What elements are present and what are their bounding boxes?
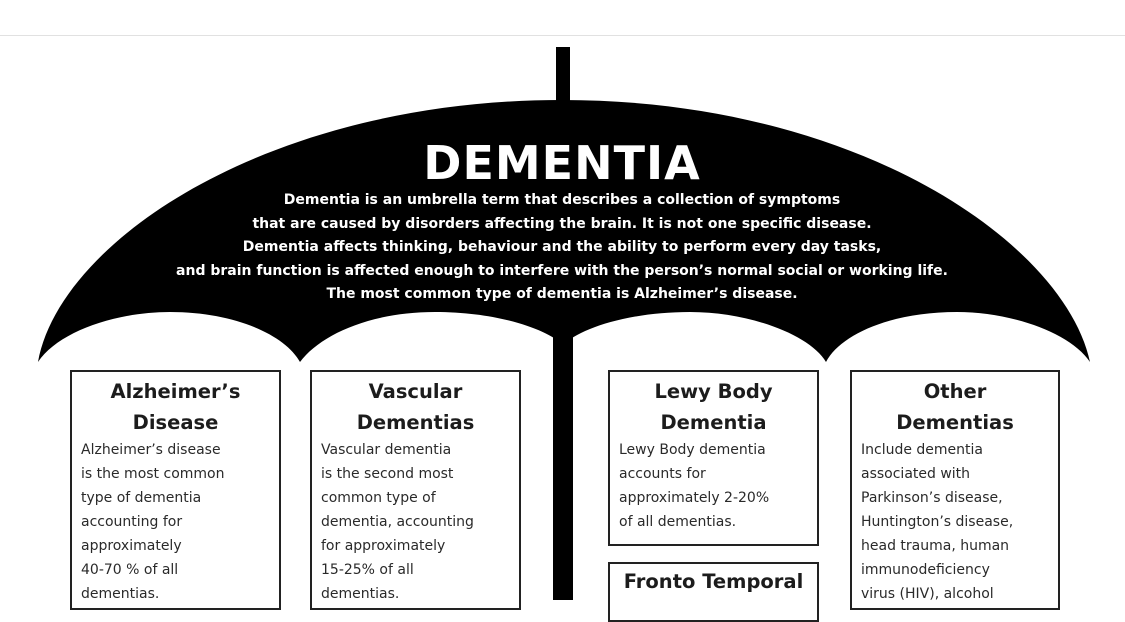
box-body-line: of all dementias.	[619, 514, 737, 530]
umbrella-tip	[556, 47, 570, 103]
description-line: The most common type of dementia is Alzheimer’s disease.	[326, 286, 798, 302]
description-line: Dementia affects thinking, behaviour and the ability to perform every day tasks,	[242, 239, 882, 255]
other-dementias-box	[850, 370, 1060, 610]
box-body	[81, 438, 270, 606]
description-line: and brain function is affected enough to interfere with the person’s normal social or working life.	[176, 262, 948, 279]
box-body	[619, 438, 808, 534]
box-title-line: Alzheimer’s	[110, 380, 241, 403]
box-body-line: Lewy Body dementia	[619, 442, 766, 458]
vascular-box	[310, 370, 521, 610]
umbrella-shaft	[553, 330, 573, 600]
box-body	[321, 438, 510, 606]
description-line: that are caused by disorders affecting the brain. It is not one specific disease.	[252, 215, 872, 232]
box-body-line: Vascular dementia	[321, 442, 452, 458]
box-title-line: Dementia	[660, 411, 767, 434]
box-body-line: dementias.	[81, 586, 160, 602]
box-title-line: Disease	[132, 411, 219, 434]
box-body-line: is the most common	[81, 466, 225, 482]
box-title	[861, 376, 1049, 438]
alzheimers-box	[70, 370, 281, 610]
description-line: Dementia is an umbrella term that describes a collection of symptoms	[283, 192, 841, 208]
box-body-line: 40-70 % of all	[81, 562, 179, 578]
box-body-line: approximately	[81, 538, 182, 554]
box-title	[81, 376, 270, 438]
box-body-line: 15-25% of all	[321, 562, 414, 578]
box-title-line: Other	[923, 380, 987, 403]
box-title-line: Lewy Body	[654, 380, 773, 403]
box-body-line: type of dementia	[81, 490, 202, 506]
box-body-line: dementias.	[321, 586, 400, 602]
diagram-title: DEMENTIA	[423, 136, 701, 190]
box-body-line: virus (HIV), alcohol	[861, 586, 994, 602]
box-title	[619, 376, 808, 438]
box-title-line: Dementias	[356, 411, 475, 434]
box-body	[861, 438, 1049, 606]
box-body-line: for approximately	[321, 538, 446, 554]
box-body-line: Parkinson’s disease,	[861, 490, 1003, 506]
box-body-line: accounts for	[619, 466, 706, 482]
box-body-line: accounting for	[81, 514, 183, 530]
box-body-line: associated with	[861, 466, 971, 482]
box-body-line: head trauma, human	[861, 538, 1010, 554]
box-title-line: Dementias	[896, 411, 1014, 434]
box-body-line: common type of	[321, 490, 436, 506]
box-body-line: Alzheimer’s disease	[81, 442, 221, 458]
box-body-line: is the second most	[321, 466, 454, 482]
box-body-line: Include dementia	[861, 442, 983, 458]
box-body-line: approximately 2-20%	[619, 490, 770, 506]
box-body-line: immunodeficiency	[861, 562, 990, 578]
box-title	[619, 566, 808, 597]
umbrella-description	[112, 189, 1012, 307]
box-body-line: dementia, accounting	[321, 514, 474, 530]
box-title-line: Vascular	[368, 380, 463, 403]
box-title-line: Fronto Temporal	[623, 570, 804, 593]
lewy-body-box	[608, 370, 819, 546]
fronto-temporal-box	[608, 562, 819, 622]
box-title	[321, 376, 510, 438]
box-body-line: Huntington’s disease,	[861, 514, 1014, 530]
